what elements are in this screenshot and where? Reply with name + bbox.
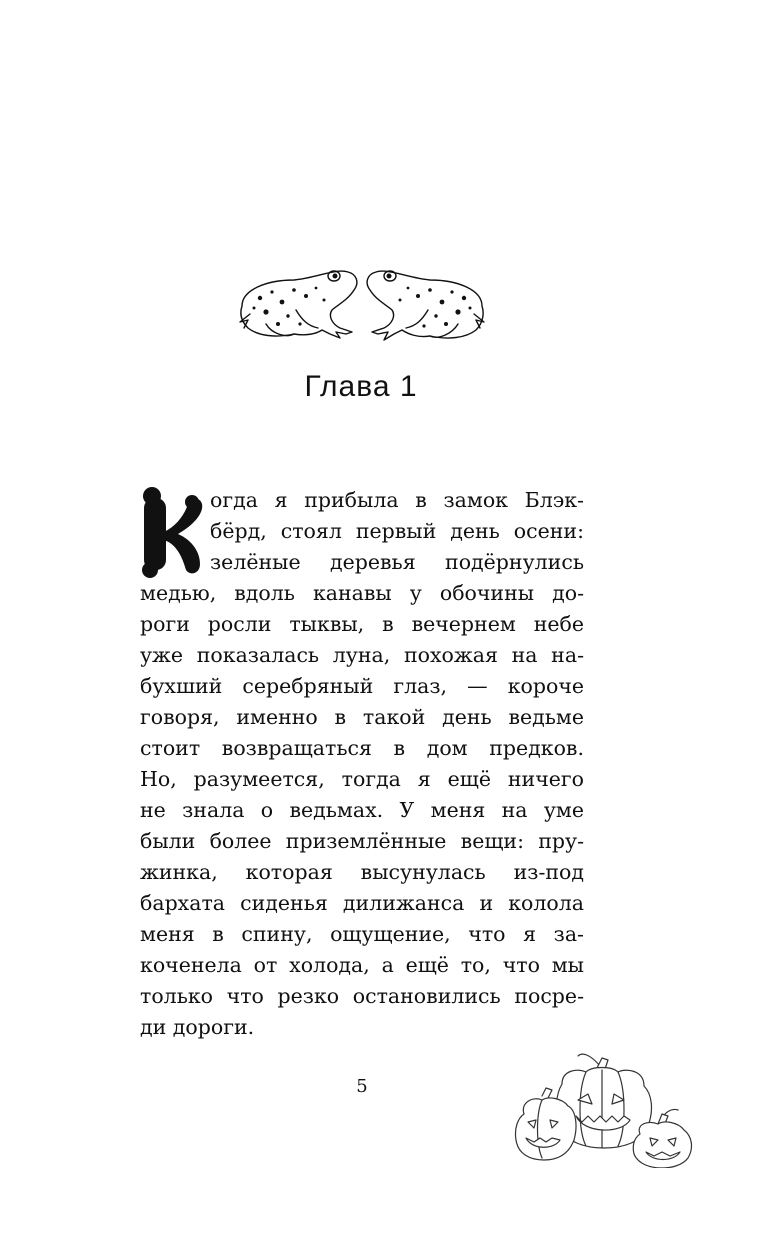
text-line: огда я прибыла в замок Блэк- — [210, 488, 584, 512]
text-line: медью, вдоль канавы у обочины до- — [140, 581, 584, 605]
frogs-illustration — [236, 254, 488, 350]
chapter-title: Глава 1 — [304, 370, 418, 403]
text-line: бархата сиденья дилижанса и колола — [140, 891, 584, 915]
page-number: 5 — [356, 1076, 368, 1097]
text-line: меня в спину, ощущение, что я за- — [140, 922, 584, 946]
text-line: говоря, именно в такой день ведьме — [140, 705, 584, 729]
text-line: уже показалась луна, похожая на на- — [140, 643, 584, 667]
text-line: стоит возвращаться в дом предков. — [140, 736, 584, 760]
text-line: жинка, которая высунулась из-под — [140, 860, 584, 884]
text-line: коченела от холода, а ещё то, что мы — [140, 953, 584, 977]
text-line: только что резко остановились посре- — [140, 984, 584, 1008]
text-line: роги росли тыквы, в вечернем небе — [140, 612, 584, 636]
pumpkins-illustration — [512, 1050, 696, 1168]
text-line: бухший серебряный глаз, — короче — [140, 674, 584, 698]
text-line: ди дороги. — [140, 1015, 255, 1039]
text-line: зелёные деревья подёрнулись — [210, 550, 584, 574]
drop-cap — [134, 486, 206, 578]
text-line: были более приземлённые вещи: пру- — [140, 829, 584, 853]
text-line: не знала о ведьмах. У меня на уме — [140, 798, 584, 822]
text-line: бёрд, стоял первый день осени: — [210, 519, 584, 543]
text-line: Но, разумеется, тогда я ещё ничего — [140, 767, 584, 791]
